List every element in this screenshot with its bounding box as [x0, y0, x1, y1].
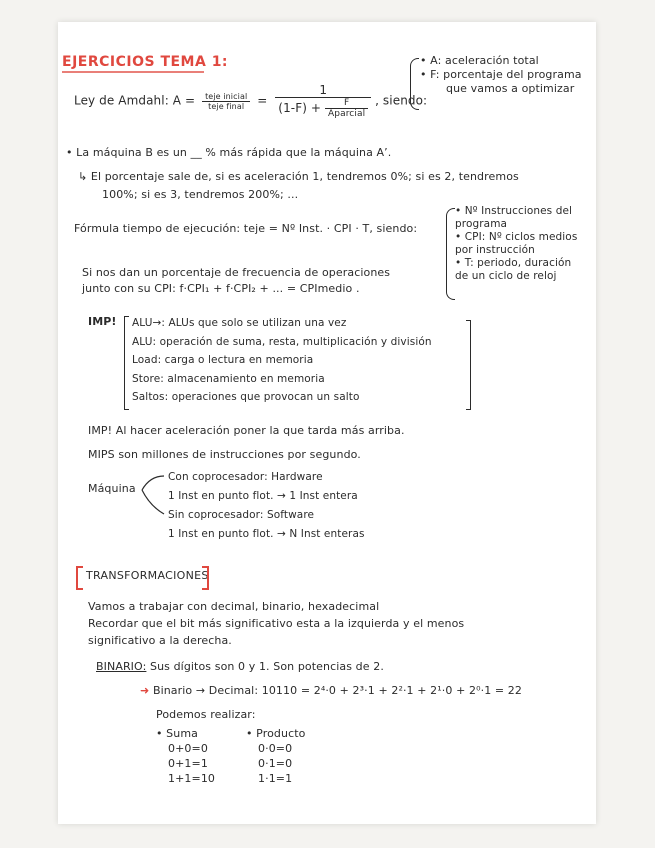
frequency-note — [82, 265, 390, 297]
amdahl-definitions — [420, 54, 582, 96]
red-arrow-icon: ➜ — [140, 684, 150, 697]
section-bracket-left — [76, 566, 83, 590]
suma-label: • Suma — [156, 727, 198, 740]
formula-def-2b: por instrucción — [455, 244, 535, 256]
percentage-line-1: ↳ El porcentaje sale de, si es aceleración 1, tendremos 0%; si es 2, tendremos — [78, 170, 519, 183]
frequency-line-1: Si nos dan un porcentaje de frecuencia de operaciones — [82, 266, 391, 279]
execution-time-formula: Fórmula tiempo de ejecución: teje = Nº Inst. · CPI · T, siendo: — [74, 222, 418, 235]
maquina-label: Máquina — [88, 482, 136, 495]
maquina-hardware-detail: 1 Inst en punto flot. → 1 Inst entera — [168, 490, 358, 502]
suma-row-3: 1+1=10 — [168, 772, 216, 785]
producto-row-3: 1·1=1 — [258, 772, 293, 785]
binary-conversion-text: Binario → Decimal: 10110 = 2⁴·0 + 2³·1 + 2²·1 + 2¹·0 + 2⁰·1 = 22 — [152, 684, 522, 697]
frac2-inner-fraction — [325, 98, 368, 119]
imp-item-4: Store: almacenamiento en memoria — [132, 372, 325, 385]
frac2-numerator: 1 — [275, 83, 371, 98]
frac2-inner-num: F — [325, 98, 368, 109]
suma-row-2: 0+1=1 — [168, 757, 208, 770]
formula-def-1b: programa — [455, 218, 508, 230]
amdahl-fraction-2 — [275, 83, 371, 119]
binario-label: BINARIO: — [96, 660, 147, 673]
formula-def-3b: de un ciclo de reloj — [455, 270, 557, 282]
maquina-hardware: Con coprocesador: Hardware — [168, 471, 323, 483]
imp-bracket-left — [124, 316, 129, 410]
section-title-transformaciones: TRANSFORMACIONES — [86, 569, 209, 582]
amdahl-label: Ley de Amdahl: A = — [74, 93, 196, 108]
imp-list — [132, 314, 432, 407]
imp-acceleration-note: IMP! Al hacer aceleración poner la que tarda más arriba. — [88, 424, 405, 437]
maquina-software-detail: 1 Inst en punto flot. → N Inst enteras — [168, 528, 365, 540]
imp-item-2: ALU: operación de suma, resta, multiplicación y división — [132, 335, 432, 348]
formula-def-2: • CPI: Nº ciclos medios — [455, 231, 578, 243]
frac2-den-left: (1-F) + — [278, 101, 322, 115]
podemos-realizar: Podemos realizar: — [156, 708, 256, 721]
amdahl-brace — [410, 58, 419, 110]
producto-row-1: 0·0=0 — [258, 742, 293, 755]
notebook-page — [58, 22, 596, 824]
percentage-line-2: 100%; si es 3, tendremos 200%; ... — [102, 188, 299, 201]
imp-label: IMP! — [88, 315, 117, 328]
formula-definitions — [455, 205, 577, 283]
amdahl-def-f-cont: que vamos a optimizar — [446, 82, 575, 95]
bullet-speed: • La máquina B es un __ % más rápida que la máquina Aʼ. — [66, 146, 392, 159]
frac2-inner-den: Aparcial — [328, 109, 366, 119]
binario-text: Sus dígitos son 0 y 1. Son potencias de 2. — [146, 660, 384, 673]
amdahl-formula — [74, 83, 427, 119]
imp-item-1: ALU→: ALUs que solo se utilizan una vez — [132, 317, 347, 329]
suma-table — [156, 726, 215, 786]
suma-row-1: 0+0=0 — [168, 742, 208, 755]
maquina-options — [168, 468, 365, 544]
section-bracket-right — [202, 566, 209, 590]
amdahl-def-a: • A: aceleración total — [420, 54, 539, 67]
trans-line-3: significativo a la derecha. — [88, 634, 232, 647]
amdahl-equals: = — [257, 93, 268, 108]
maquina-software: Sin coprocesador: Software — [168, 509, 315, 521]
binario-heading — [96, 660, 384, 673]
imp-item-3: Load: carga o lectura en memoria — [132, 354, 314, 366]
producto-row-2: 0·1=0 — [258, 757, 293, 770]
title-underline — [62, 71, 204, 73]
frac2-denominator — [275, 98, 371, 119]
formula-brace — [446, 208, 455, 300]
frequency-line-2: junto con su CPI: f·CPI₁ + f·CPI₂ + ... = CPImedio . — [82, 282, 360, 295]
amdahl-siendo: , siendo: — [375, 93, 428, 108]
formula-def-1: • Nº Instrucciones del — [455, 205, 573, 217]
mips-definition: MIPS son millones de instrucciones por segundo. — [88, 448, 361, 461]
frac1-numerator: teje inicial — [202, 92, 250, 102]
amdahl-fraction-1 — [202, 92, 250, 111]
percentage-note — [78, 168, 519, 204]
imp-item-5: Saltos: operaciones que provocan un salto — [132, 391, 360, 403]
transformaciones-intro — [88, 598, 464, 649]
formula-def-3: • T: periodo, duración — [455, 257, 572, 269]
trans-line-2: Recordar que el bit más significativo esta a la izquierda y el menos — [88, 617, 465, 630]
frac1-denominator: teje final — [208, 101, 245, 111]
imp-bracket-right — [466, 320, 471, 410]
maquina-branch-arrows — [140, 472, 166, 520]
page-title: EJERCICIOS TEMA 1: — [62, 54, 229, 70]
amdahl-def-f: • F: porcentaje del programa — [420, 68, 582, 81]
producto-label: • Producto — [246, 727, 306, 740]
producto-table — [246, 726, 305, 786]
binary-conversion — [140, 684, 522, 697]
trans-line-1: Vamos a trabajar con decimal, binario, hexadecimal — [88, 600, 380, 613]
